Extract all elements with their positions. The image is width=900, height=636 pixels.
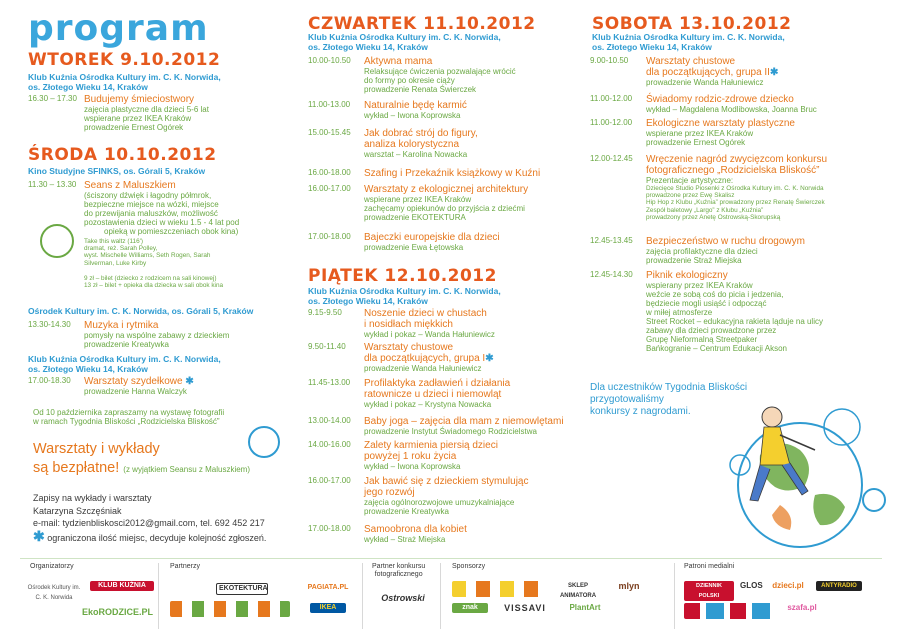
venue-saturday: Klub Kuźnia Ośrodka Kultury im. C. K. Norwida, os. Złotego Wieku 14, Kraków: [592, 32, 785, 52]
event-row: [590, 270, 880, 353]
event-description: w miłej atmosferze: [646, 308, 713, 317]
sponsor-logo-plantart: PlantArt: [569, 603, 601, 612]
event-detail: Zespół baletowy „Largo” z Klubu „Kuźnia”: [646, 206, 764, 214]
media-logo-glos: GLOS: [740, 581, 763, 590]
asterisk-icon: ✱: [33, 528, 45, 544]
organizers-label: Organizatorzy: [30, 563, 74, 570]
event-time: 16.00-18.00: [308, 168, 351, 177]
photo-partner-label: Partner konkursu fotograficznego: [372, 563, 426, 578]
event-title-line2: powyżej 1 roku życia: [364, 451, 457, 462]
event-time: 16.00-17.00: [308, 476, 351, 485]
event-description: prowadzenie Wanda Hałuniewicz: [646, 78, 764, 87]
exhibition-note: Od 10 października zapraszamy na wystawę fotografii w ramach Tygodnia Bliskości „Rodzicielska Bliskość”: [33, 408, 225, 427]
event-row: [308, 128, 586, 159]
event-detail: prowadzony przez Anetę Ostrowską-Skorupską: [646, 213, 781, 221]
sponsor-logo-mlyn: mlyn: [618, 581, 640, 591]
event-row: [590, 236, 880, 265]
event-description: będziecie mogli usiąść i odpocząć: [646, 299, 767, 308]
media-logo-icons: [684, 603, 774, 619]
partner-logo-icons: [170, 601, 290, 617]
event-description: wykład i pokaz – Krystyna Nowacka: [364, 400, 492, 409]
event-description: wspierane przez IKEA Kraków: [646, 129, 754, 138]
event-title-line2: dla początkujących, grupa I✱: [364, 353, 494, 364]
event-time: 16.00-17.00: [308, 184, 351, 193]
sponsors-footer: [20, 558, 882, 632]
event-title-line2: i nosidłach miękkich: [364, 319, 453, 330]
event-time: 11.00-13.00: [308, 100, 351, 109]
venue-thursday: Klub Kuźnia Ośrodka Kultury im. C. K. Norwida, os. Złotego Wieku 14, Kraków: [308, 32, 501, 52]
org-logo-ekorodzice: EkoRODZICE.PL: [82, 607, 154, 617]
event-row: [590, 118, 880, 147]
event-description: wykład – Magdalena Modlibowska, Joanna Bruc: [646, 105, 817, 114]
event-tuesday-1: 16.30 – 17.30 Budujemy śmieciostwory zajęcia plastyczne dla dzieci 5-6 lat wspierane przez IKEA Kraków prowadzenie Ernest Ogórek: [28, 94, 209, 132]
event-description: wspierane przez IKEA Kraków: [364, 195, 472, 204]
event-title-line2: ratownicze u dzieci i niemowląt: [364, 389, 502, 400]
page-title: program: [28, 8, 209, 49]
event-detail: Dziecięce Studio Piosenki z Ośrodka Kultury im. C. K. Norwida: [646, 185, 824, 192]
event-title: Warsztaty chustowe: [364, 342, 454, 353]
event-title: Profilaktyka zadławień i działania: [364, 378, 511, 389]
media-logo-szafa: szafa.pl: [787, 603, 817, 612]
event-time: 9.00-10.50: [590, 56, 629, 65]
event-title: Noszenie dzieci w chustach: [364, 308, 487, 319]
sponsor-logo-sklep: SKLEP ANIMATORA: [559, 583, 597, 599]
event-description: prowadzenie Kreatywka: [364, 507, 449, 516]
event-time: 12.00-12.45: [590, 154, 633, 163]
event-description: wykład – Straż Miejska: [364, 535, 446, 544]
event-row: [308, 184, 586, 222]
globe-child-illustration: [720, 395, 890, 555]
sponsor-logo-vissavi: VISSAVI: [504, 603, 546, 613]
event-wednesday-2: 13.30-14.30 Muzyka i rytmika pomysły na wspólne zabawy z dzieckiem prowadzenie Kreatywka: [28, 320, 230, 349]
event-description: zabawy dla dzieci prowadzone przez: [646, 326, 777, 335]
event-title: Aktywna mama: [364, 56, 433, 67]
event-description: weźcie ze sobą coś do picia i jedzenia,: [646, 290, 784, 299]
event-row: [308, 56, 586, 94]
event-row: [590, 56, 880, 87]
event-row: [308, 440, 586, 471]
event-title: Bezpieczeństwo w ruchu drogowym: [646, 236, 805, 247]
event-time: 9.50-11.40: [308, 342, 346, 351]
free-notice: Warsztaty i wykłady są bezpłatne! (z wyjątkiem Seansu z Maluszkiem): [33, 441, 250, 476]
event-title: Jak bawić się z dzieckiem stymulując: [364, 476, 529, 487]
event-time: 11.00-12.00: [590, 118, 633, 127]
event-title: Ekologiczne warsztaty plastyczne: [646, 118, 795, 129]
event-time: 17.00-18.00: [308, 232, 351, 241]
event-wednesday-1: 11.30 – 13.30 Seans z Maluszkiem (ściszony dźwięk i łagodny półmrok, bezpieczne miejsce na wózki, miejsce do przewijania maluszków, możliwość pozostawienia dzieci w wieku 1.5 - 4 lat pod opieką w pomieszczeniach obok kina) Take this waltz (116') dramat, reż. Sarah Polley, wyst. Mischelle Williams, Seth Rogen, Sarah Silverman, Luke Kirby 9 zł – bilet (dziecko z rodzicem na sali kinowej) 13 zł – bilet + opieka dla dziecka w sali obok kina: [28, 180, 240, 290]
event-title: Warsztaty chustowe: [646, 56, 736, 67]
bubble-decoration: [862, 488, 886, 512]
event-description: do formy po okresie ciąży: [364, 76, 455, 85]
day-friday-title: PIĄTEK 12.10.2012: [308, 266, 497, 286]
event-title: Naturalnie będę karmić: [364, 100, 467, 111]
event-title-line2: dla początkujących, grupa II✱: [646, 67, 779, 78]
event-description: Bańkogranie – Centrum Edukacji Akson: [646, 344, 787, 353]
event-time: 12.45-14.30: [590, 270, 633, 279]
media-logo-antyradio: ANTYRADIO: [816, 581, 862, 591]
event-description: zachęcamy opiekunów do przyjścia z dziećmi: [364, 204, 525, 213]
event-time: 13.00-14.00: [308, 416, 351, 425]
event-description: wykład – Iwona Koprowska: [364, 462, 461, 471]
event-time: 11.00-12.00: [590, 94, 633, 103]
venue-friday: Klub Kuźnia Ośrodka Kultury im. C. K. Norwida, os. Złotego Wieku 14, Kraków: [308, 286, 501, 306]
event-description: wykład – Iwona Koprowska: [364, 111, 461, 120]
partners-label: Partnerzy: [170, 563, 200, 570]
event-description: Street Rocket – edukacyjna rakieta ląduje na ulicy: [646, 317, 823, 326]
day-thursday-title: CZWARTEK 11.10.2012: [308, 14, 536, 34]
event-detail: Hip Hop z Klubu „Kuźnia” prowadzony przez Renatę Świerczek: [646, 199, 825, 207]
media-logo-dziennik: DZIENNIK POLSKI: [684, 581, 734, 601]
event-description: prowadzenie Ewa Łętowska: [364, 243, 464, 252]
event-title: Zalety karmienia piersią dzieci: [364, 440, 498, 451]
event-description: Relaksujące ćwiczenia pozwalające wrócić: [364, 67, 516, 76]
event-time: 10.00-10.50: [308, 56, 351, 65]
event-row: [590, 94, 880, 114]
sponsor-logo-znak: znak: [452, 603, 488, 613]
bubble-decoration: [248, 426, 280, 458]
event-title-line2: analiza kolorystyczna: [364, 139, 460, 150]
media-label: Patroni medialni: [684, 563, 735, 570]
event-description: Prezentacje artystyczne:: [646, 176, 734, 185]
event-detail: prowadzone przez Ewę Skalisz: [646, 192, 735, 200]
event-title-line2: fotograficznego „Rodzicielska Bliskość”: [646, 165, 820, 176]
event-title: Bajeczki europejskie dla dzieci: [364, 232, 500, 243]
day-tuesday-title: WTOREK 9.10.2012: [28, 50, 221, 70]
event-description: prowadzenie Instytut Świadomego Rodzicielstwa: [364, 427, 537, 436]
partner-logo-ekotektura: EKOTEKTURA: [216, 583, 268, 595]
event-description: zajęcia ogólnorozwojowe umuzykalniające: [364, 498, 515, 507]
event-time: 11.45-13.00: [308, 378, 351, 387]
org-logo-norwid: Ośrodek Kultury im. C. K. Norwida: [27, 585, 81, 601]
event-title: Świadomy rodzic-zdrowe dziecko: [646, 94, 794, 105]
org-logo-kuznia: KLUB KUŹNIA: [90, 581, 154, 591]
bubble-decoration: [40, 224, 74, 258]
asterisk-icon: ✱: [769, 67, 779, 78]
event-description: prowadzenie EKOTEKTURA: [364, 213, 466, 222]
sponsors-label: Sponsorzy: [452, 563, 486, 570]
event-title: Szafing i Przekaźnik książkowy w Kuźni: [364, 168, 541, 179]
event-title: Wręczenie nagród zwycięzcom konkursu: [646, 154, 828, 165]
event-row: [308, 476, 586, 516]
event-time: 12.45-13.45: [590, 236, 633, 245]
event-time: 15.00-15.45: [308, 128, 351, 137]
partner-logo-ikea: IKEA: [310, 603, 346, 613]
event-row: [308, 168, 586, 179]
event-description: Grupę Nieformalną Streetpaker: [646, 335, 758, 344]
venue-wednesday-3: Klub Kuźnia Ośrodka Kultury im. C. K. Norwida, os. Złotego Wieku 14, Kraków: [28, 354, 221, 374]
asterisk-icon: ✱: [485, 353, 494, 364]
event-title: Warsztaty z ekologicznej architektury: [364, 184, 529, 195]
venue-wednesday: Kino Studyjne SFINKS, os. Górali 5, Kraków: [28, 166, 206, 176]
event-title: Samoobrona dla kobiet: [364, 524, 467, 535]
asterisk-icon: ✱: [185, 376, 194, 387]
event-row: [308, 308, 586, 339]
event-description: warsztat – Karolina Nowacka: [364, 150, 468, 159]
competition-note: Dla uczestników Tygodnia Bliskości przygotowaliśmy konkursy z nagrodami.: [590, 382, 748, 417]
event-description: wykład i pokaz – Wanda Hałuniewicz: [364, 330, 495, 339]
event-row: [308, 416, 586, 436]
event-title: Baby joga – zajęcia dla mam z niemowlętami: [364, 416, 564, 427]
event-row: [308, 232, 586, 252]
event-time: 9.15-9.50: [308, 308, 342, 317]
sponsor-logo-icons: [452, 581, 548, 597]
photo-partner-logo: Ostrowski: [381, 593, 425, 603]
event-row: [308, 378, 586, 409]
event-description: prowadzenie Renata Świerczek: [364, 85, 477, 94]
media-logo-dzieci: dzieci.pl: [772, 581, 804, 590]
limit-note: ✱ ograniczona ilość miejsc, decyduje kolejność zgłoszeń.: [33, 528, 267, 544]
event-title-line2: jego rozwój: [364, 487, 415, 498]
venue-wednesday-2: Ośrodek Kultury im. C. K. Norwida, os. Górali 5, Kraków: [28, 306, 254, 316]
day-wednesday-title: ŚRODA 10.10.2012: [28, 145, 217, 165]
event-description: wspierany przez IKEA Kraków: [646, 281, 753, 290]
event-description: prowadzenie Ernest Ogórek: [646, 138, 746, 147]
event-time: 14.00-16.00: [308, 440, 351, 449]
event-title: Piknik ekologiczny: [646, 270, 728, 281]
event-wednesday-3: 17.00-18.30 Warsztaty szydełkowe ✱ prowadzenie Hanna Walczyk: [28, 376, 194, 396]
contact-info: Zapisy na wykłady i warsztaty Katarzyna Szczęśniak e-mail: tydzienbliskosci2012@gmail.com, tel. 692 452 217: [33, 493, 265, 528]
event-title: Jak dobrać strój do figury,: [364, 128, 478, 139]
partner-logo-pagiata: PAGIATA.PL: [307, 584, 349, 591]
event-row: [308, 342, 586, 373]
day-saturday-title: SOBOTA 13.10.2012: [592, 14, 792, 34]
event-row: [590, 154, 880, 221]
event-time: 17.00-18.00: [308, 524, 351, 533]
event-description: prowadzenie Straż Miejska: [646, 256, 742, 265]
event-description: zajęcia profilaktyczne dla dzieci: [646, 247, 758, 256]
event-description: prowadzenie Wanda Hałuniewicz: [364, 364, 482, 373]
event-row: [308, 100, 586, 120]
venue-tuesday: Klub Kuźnia Ośrodka Kultury im. C. K. Norwida, os. Złotego Wieku 14, Kraków: [28, 72, 221, 92]
event-row: [308, 524, 586, 544]
